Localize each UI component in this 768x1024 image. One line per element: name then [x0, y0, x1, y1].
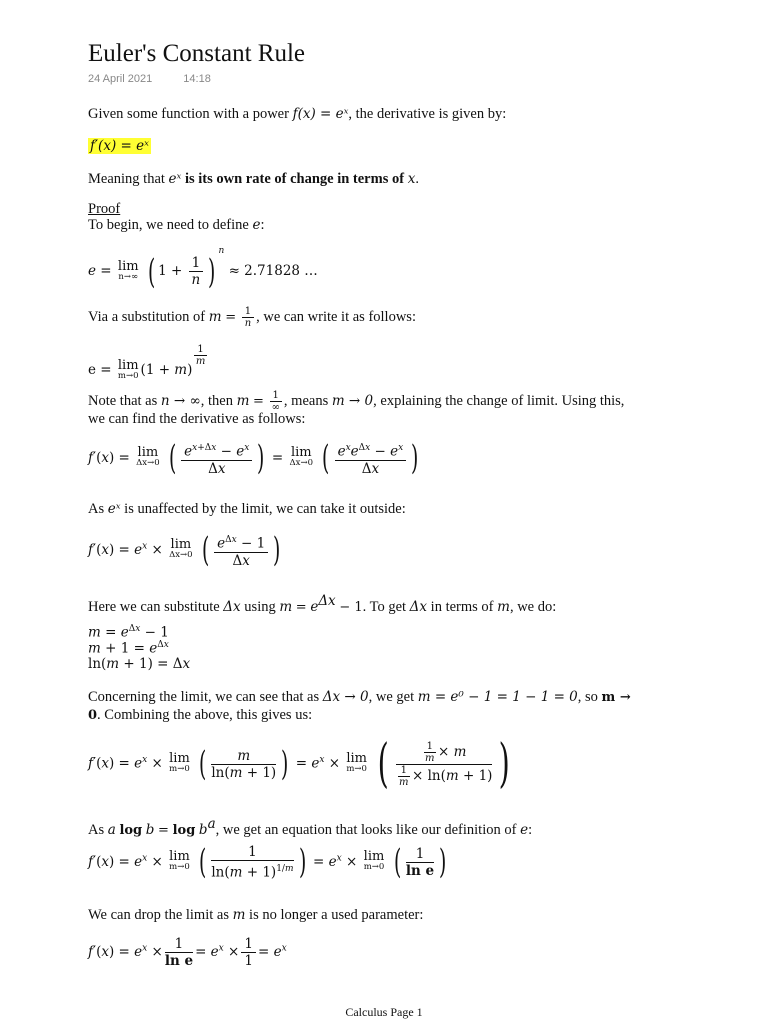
meaning-paragraph: Meaning that eˣ is its own rate of change in terms of x.: [88, 171, 419, 187]
log-paragraph: As a $\log b = \log b^a$, we get an equation that looks like our definition of e:: [88, 816, 533, 838]
step-3: ln(m + 1) = Δx: [88, 656, 191, 672]
note-paragraph-line1: Note that as n → ∞, then m = $\frac{1}{\infty}$ , means m → 0, explaining the change of limit. Using this,: [88, 390, 625, 413]
equation-ex-outside: $f'(x) = e^x$ × lim Δx→0 ( $\frac{e^{\Delta x} - 1}{\Delta x}$ ): [88, 530, 281, 571]
note-time: 14:18: [183, 73, 211, 85]
substitution-paragraph: Via a substitution of m = $\frac{1}{n}$ , we can write it as follows:: [88, 306, 416, 329]
step-1: $m = e^{\Delta x} - 1$: [88, 624, 169, 641]
drop-limit-paragraph: We can drop the limit as m is no longer a used parameter:: [88, 907, 424, 923]
page-meta: [88, 73, 239, 85]
unaffected-paragraph: As eˣ is unaffected by the limit, we can take it outside:: [88, 501, 406, 517]
proof-heading: Proof: [88, 201, 121, 217]
highlighted-formula: f′(x) = eˣ: [90, 138, 149, 154]
page-footer: Calculus Page 1: [345, 1005, 423, 1019]
intro-paragraph: Given some function with a power f(x) = eˣ, the derivative is given by:: [88, 106, 507, 122]
note-date: 24 April 2021: [88, 73, 153, 85]
equation-combined: $f'(x) = e^x$ × lim m→0 ( $\frac{m}{\ln(m + 1)}$ ) = $e^x$ × lim m→0 ( $\frac{1}{m}$ × m $\frac{1}{m}$ × ln(m + 1) ): [88, 734, 511, 794]
note-paragraph-line2: we can find the derivative as follows:: [88, 411, 306, 427]
equation-e-definition: e = lim n→∞ ( 1 + $\frac{1}{n}$ )$^n$ ≈ 2.71828 …: [88, 246, 318, 292]
concerning-paragraph-line2: 0. Combining the above, this gives us:: [88, 707, 313, 723]
step-2: $m + 1 = e^{\Delta x}$: [88, 640, 169, 657]
equation-derivative-limit: f′(x) = lim Δx→0 ( $\frac{e^{x+\Delta x} - e^x}{\Delta x}$ ) = lim Δx→0 ( $\frac{e^xe^{\Delta x} - e^x}{\Delta x}$ ): [88, 438, 419, 479]
substitute-paragraph: Here we can substitute Δx using $m = e^{\Delta x} - 1$. To get Δx in terms of m, we do:: [88, 593, 557, 615]
equation-ln-e: $f'(x) = e^x$ × lim m→0 ( $\frac{1}{\ln(m + 1)^{1/m}}$ ) = $e^x$ × lim m→0 ( $\frac{1}{\text{ln e}}$ ): [88, 842, 447, 883]
define-e-paragraph: To begin, we need to define e:: [88, 217, 265, 233]
page-title: Euler's Constant Rule: [88, 40, 305, 67]
concerning-paragraph-line1: Concerning the limit, we can see that as Δx → 0, we get m = e⁰ − 1 = 1 − 1 = 0, so m →: [88, 689, 631, 705]
equation-final: $f'(x) = e^x$ × $\frac{1}{\text{ln e}}$ = $e^x$ × $\frac{1}{1}$ = $e^x$: [88, 936, 287, 969]
equation-e-limit-m: e = lim m→0 (1 + m) $\frac{1}{m}$: [88, 344, 206, 381]
